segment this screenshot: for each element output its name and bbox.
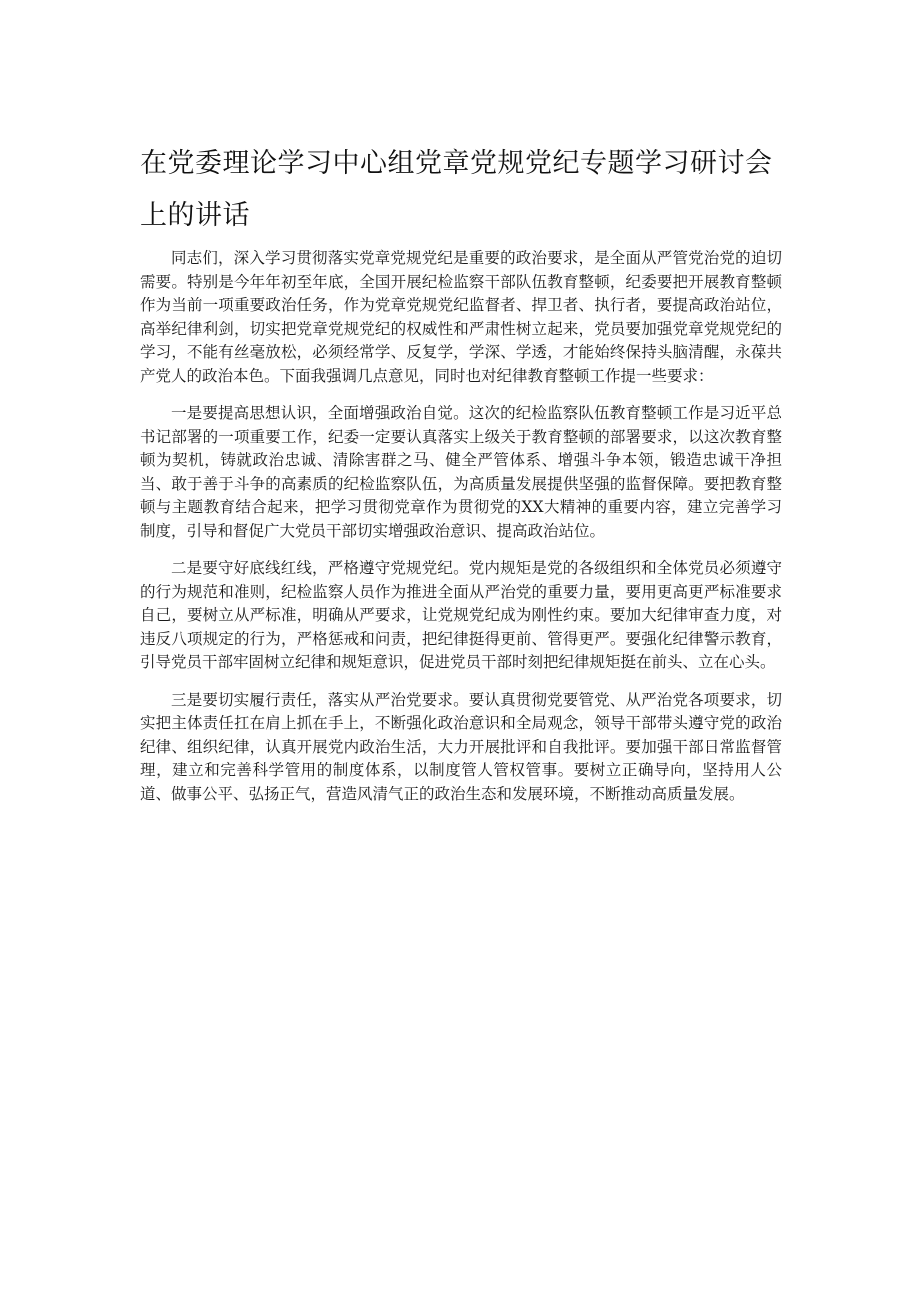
paragraph-point-three: 三是要切实履行责任，落实从严治党要求。要认真贯彻党要管党、从严治党各项要求，切实把主体责任扛在肩上抓在手上，不断强化政治意识和全局观念，领导干部带头遵守党的政治纪律、组织纪律，认真开展党内政治生活，大力开展批评和自我批评。要加强干部日常监督管理，建立和完善科学管用的制度体系，以制度管人管权管事。要树立正确导向，坚持用人公道、做事公平、弘扬正气，营造风清气正的政治生态和发展环境，不断推动高质量发展。 xyxy=(140,690,782,803)
paragraph-point-two: 二是要守好底线红线，严格遵守党规党纪。党内规矩是党的各级组织和全体党员必须遵守的行为规范和准则，纪检监察人员作为推进全面从严治党的重要力量，要用更高更严标准要求自己，要树立从严标准，明确从严要求，让党规党纪成为刚性约束。要加大纪律审查力度，对违反八项规定的行为，严格惩戒和问责，把纪律挺得更前、管得更严。要强化纪律警示教育，引导党员干部牢固树立纪律和规矩意识，促进党员干部时刻把纪律规矩挺在前头、立在心头。 xyxy=(140,559,782,671)
paragraph-point-one: 一是要提高思想认识，全面增强政治自觉。这次的纪检监察队伍教育整顿工作是习近平总书记部署的一项重要工作，纪委一定要认真落实上级关于教育整顿的部署要求，以这次教育整顿为契机，铸就政治忠诚、清除害群之马、健全严管体系、增强斗争本领，锻造忠诚干净担当、敢于善于斗争的高素质的纪检监察队伍，为高质量发展提供坚强的监督保障。要把教育整顿与主题教育结合起来，把学习贯彻党章作为贯彻党的XX大精神的重要内容，建立完善学习制度，引导和督促广大党员干部切实增强政治意识、提高政治站位。 xyxy=(140,404,782,540)
document-body xyxy=(140,247,782,820)
document-title: 在党委理论学习中心组党章党规党纪专题学习研讨会上的讲话 xyxy=(140,148,773,231)
paragraph-opening: 同志们，深入学习贯彻落实党章党规党纪是重要的政治要求，是全面从严管党治党的迫切需要。特别是今年年初至年底，全国开展纪检监察干部队伍教育整顿，纪委要把开展教育整顿作为当前一项重要政治任务，作为党章党规党纪监督者、捍卫者、执行者，要提高政治站位，高举纪律利剑，切实把党章党规党纪的权威性和严肃性树立起来，党员要加强党章党规党纪的学习，不能有丝毫放松，必须经常学、反复学，学深、学透，才能始终保持头脑清醒，永葆共产党人的政治本色。下面我强调几点意见，同时也对纪律教育整顿工作提一些要求： xyxy=(140,249,782,385)
